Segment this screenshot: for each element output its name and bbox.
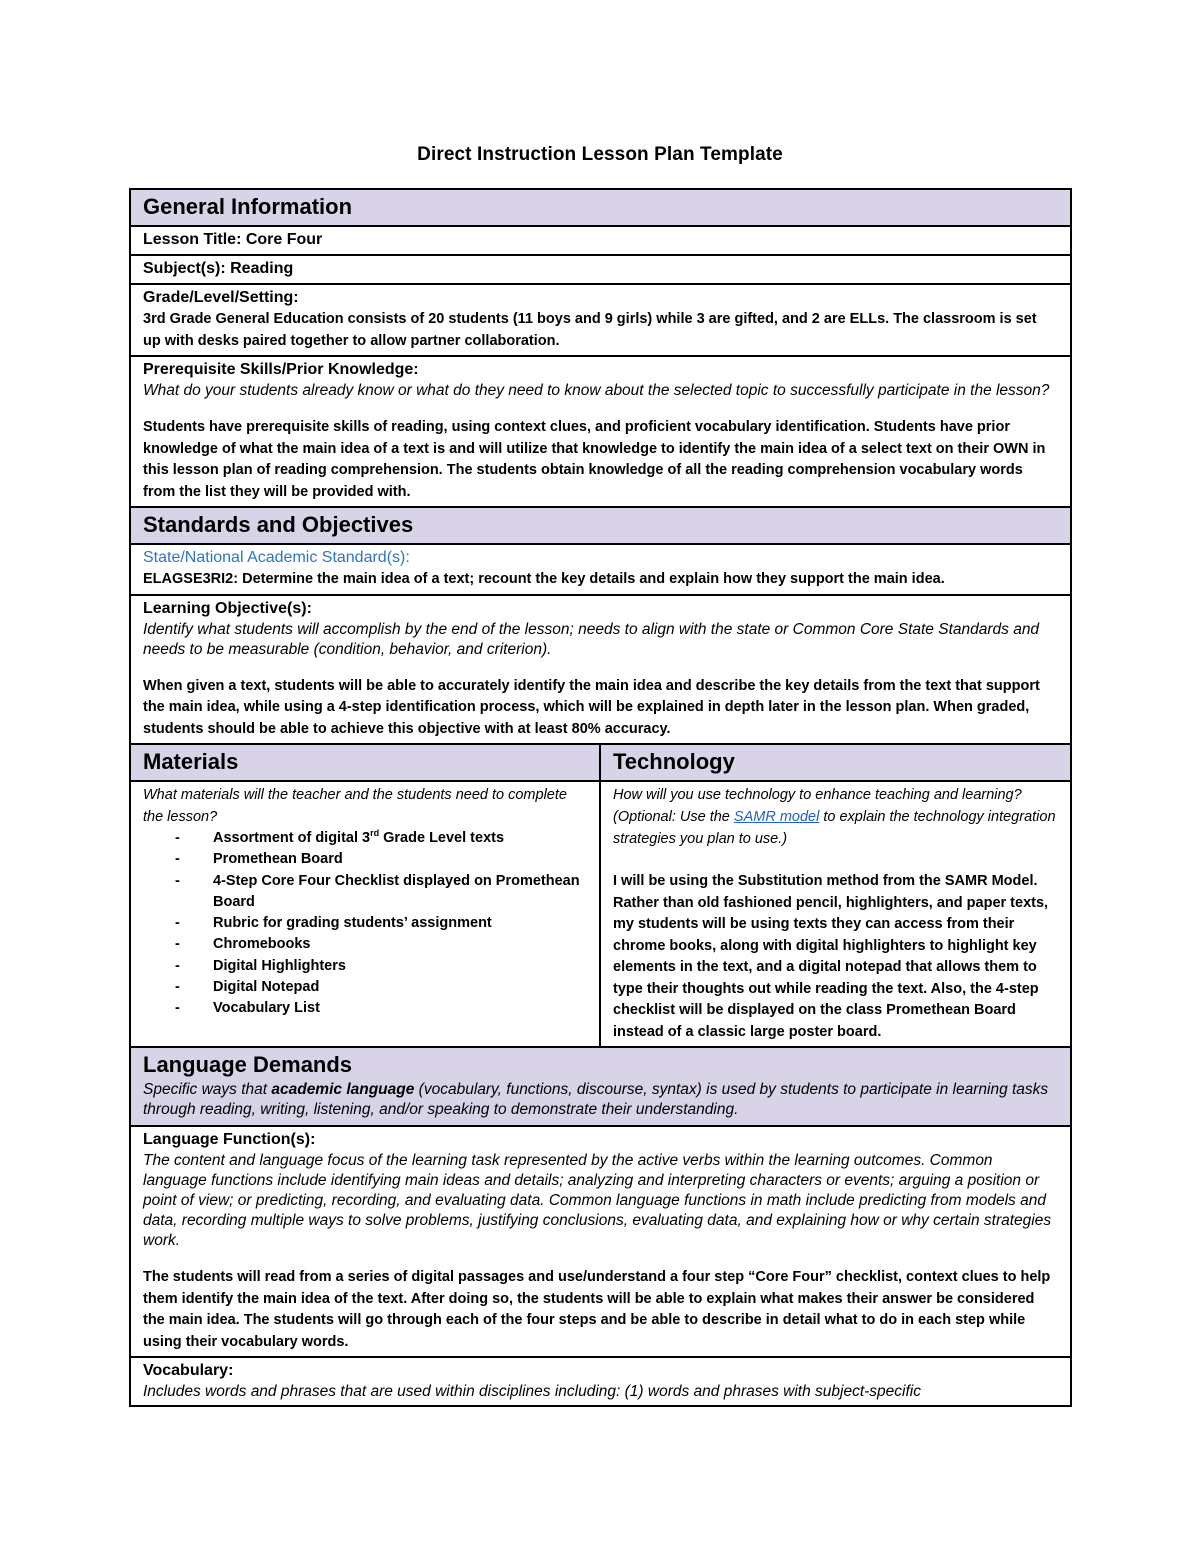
lesson-title: Lesson Title: Core Four xyxy=(143,231,323,248)
general-information-header xyxy=(130,189,1071,226)
materials-prompt: What materials will the teacher and the students need to complete the lesson? xyxy=(143,787,567,825)
technology-prompt: How will you use technology to enhance teaching and learning? (Optional: Use the SAMR model to explain the technology integration strategies you plan to use.) xyxy=(613,787,1056,847)
language-demands-header xyxy=(130,1047,1071,1126)
language-function-label: Language Function(s): xyxy=(143,1131,316,1148)
section-title: Language Demands xyxy=(143,1052,353,1077)
prerequisite-prompt: What do your students already know or what do they need to know about the selected topic to successfully participate in the lesson? xyxy=(143,382,1050,399)
samr-model-link[interactable]: SAMR model xyxy=(733,809,820,825)
lesson-plan-table xyxy=(129,188,1072,1407)
list-item: - Vocabulary List xyxy=(143,998,587,1019)
section-title: Technology xyxy=(613,749,735,774)
language-function-text: The students will read from a series of digital passages and use/understand a four step “Core Four” checklist, context clues to help them identify the main idea of the text. After doing so, the students will be able to explain what makes their answer be considered the main idea. The students will go through each of the four steps and be able to describe in detail what to do in each step while using their vocabulary words. xyxy=(143,1269,1051,1350)
standards-objectives-header xyxy=(130,507,1071,544)
standard-label: State/National Academic Standard(s): xyxy=(143,549,410,566)
section-title: Materials xyxy=(143,749,239,774)
materials-list xyxy=(143,828,587,1020)
subjects-row xyxy=(130,255,1071,284)
list-item: - Chromebooks xyxy=(143,934,587,955)
list-item: - Assortment of digital 3rd Grade Level texts xyxy=(143,828,587,849)
prerequisite-row xyxy=(130,356,1071,507)
grade-level-text: 3rd Grade General Education consists of 20 students (11 boys and 9 girls) while 3 are gifted, and 2 are ELLs. The classroom is set up with desks paired together to allow partner collaboration. xyxy=(143,311,1037,349)
grade-level-label: Grade/Level/Setting: xyxy=(143,289,299,306)
materials-header xyxy=(130,744,600,781)
technology-cell xyxy=(600,781,1071,1047)
standard-code: ELAGSE3RI2: xyxy=(143,571,239,587)
list-item: - Rubric for grading students’ assignment xyxy=(143,913,587,934)
list-item: - Digital Highlighters xyxy=(143,956,587,977)
language-demands-description: Specific ways that academic language (vocabulary, functions, discourse, syntax) is used by students to participate in learning tasks through reading, writing, listening, and/or speaking to demonstrate their understanding. xyxy=(143,1081,1049,1118)
grade-level-setting-row xyxy=(130,284,1071,356)
section-title: Standards and Objectives xyxy=(143,512,414,537)
objective-row xyxy=(130,595,1071,745)
materials-cell xyxy=(130,781,600,1047)
vocabulary-row xyxy=(130,1357,1071,1406)
section-title: General Information xyxy=(143,194,353,219)
lesson-title-row xyxy=(130,226,1071,255)
list-item: - Digital Notepad xyxy=(143,977,587,998)
language-function-prompt: The content and language focus of the learning task represented by the active verbs within the learning outcomes. Common language functions include identifying main ideas and details; analyzing and interpreting characters or events; arguing a position or point of view; or predicting, recording, and evaluating data. Common language functions in math include predicting from models and data, recording multiple ways to solve problems, justifying conclusions, evaluating data, and explaining how or why certain strategies work. xyxy=(143,1152,1052,1249)
language-function-row xyxy=(130,1126,1071,1357)
vocabulary-label: Vocabulary: xyxy=(143,1362,234,1379)
subjects: Subject(s): Reading xyxy=(143,260,294,277)
technology-header xyxy=(600,744,1071,781)
list-item: - 4-Step Core Four Checklist displayed on Promethean Board xyxy=(143,871,587,914)
objective-prompt: Identify what students will accomplish by the end of the lesson; needs to align with the state or Common Core State Standards and needs to be measurable (condition, behavior, and criterion). xyxy=(143,620,1040,658)
standard-row xyxy=(130,544,1071,595)
list-item: - Promethean Board xyxy=(143,849,587,870)
objective-label: Learning Objective(s): xyxy=(143,599,312,617)
prerequisite-text: Students have prerequisite skills of reading, using context clues, and proficient vocabulary identification. Students have prior knowledge of what the main idea of a text is and will utilize that knowledge to identify the main idea of a select text on their OWN in this lesson plan of reading comprehension. The students obtain knowledge of all the reading comprehension vocabulary words from the list they will be provided with. xyxy=(143,419,1046,500)
technology-text: I will be using the Substitution method from the SAMR Model. Rather than old fashioned pencil, highlighters, and paper texts, my students will be using texts they can access from their chrome books, along with digital highlighters to highlight key elements in the text, and a digital notepad that allows them to type their thoughts out while reading the text. Also, the 4-step checklist will be displayed on the class Promethean Board instead of a classic large poster board. xyxy=(613,873,1049,1040)
objective-text: When given a text, students will be able to accurately identify the main idea and describe the key details from the text that support the main idea, while using a 4-step identification process, which will be explained in depth later in the lesson plan. When graded, students should be able to achieve this objective with at least 80% accuracy. xyxy=(143,677,1040,737)
vocabulary-prompt: Includes words and phrases that are used within disciplines including: (1) words and phrases with subject-specific xyxy=(143,1383,921,1400)
document-title: Direct Instruction Lesson Plan Template xyxy=(417,144,783,165)
prerequisite-label: Prerequisite Skills/Prior Knowledge: xyxy=(143,361,419,378)
standard-description: Determine the main idea of a text; recount the key details and explain how they support the main idea. xyxy=(238,571,945,587)
standard-text xyxy=(143,569,1058,591)
